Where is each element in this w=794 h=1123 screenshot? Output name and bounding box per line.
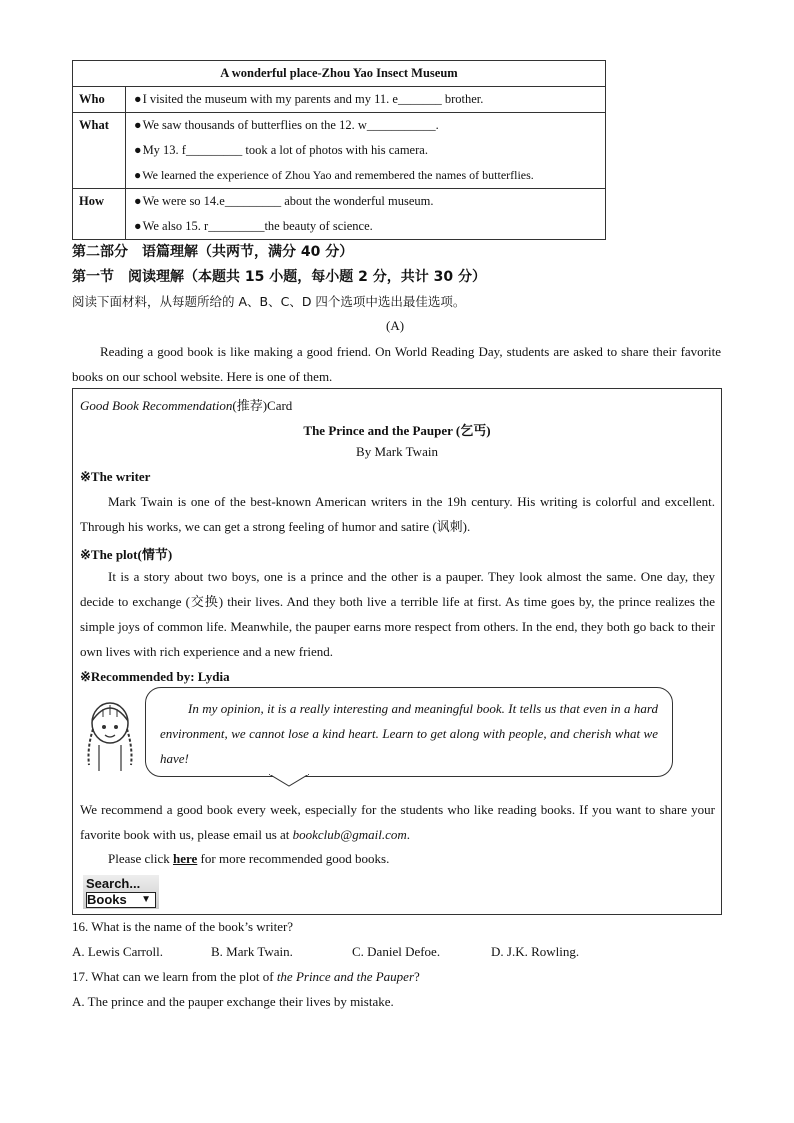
click-post: for more recommended good books. (197, 851, 390, 866)
plot-heading: ※The plot(情节) (80, 547, 173, 562)
dropdown-arrow-icon: ▼ (141, 894, 151, 905)
recommendation-card (72, 388, 722, 915)
q16-option-b: B. Mark Twain. (211, 944, 293, 959)
row-label-how: How (73, 189, 126, 240)
intro-paragraph: Reading a good book is like making a good friend. On World Reading Day, students are asked to share their favorite books on our school website. Here is one of them. (72, 344, 721, 384)
question-16: 16. What is the name of the book’s writer? (72, 919, 294, 934)
writer-heading: ※The writer (80, 469, 151, 484)
museum-table (72, 60, 606, 240)
instruction: 阅读下面材料，从每题所给的 A、B、C、D 四个选项中选出最佳选项。 (72, 294, 466, 309)
q16-option-d: D. J.K. Rowling. (491, 944, 580, 959)
search-widget[interactable] (83, 875, 159, 909)
q17-pre: 17. What can we learn from the plot of (72, 969, 277, 984)
here-link[interactable]: here (172, 851, 198, 866)
girl-avatar-icon (81, 693, 139, 771)
part2-heading: 第二部分 语篇理解（共两节，满分 40 分） (72, 244, 354, 260)
how-item-2: ● We also 15. r_________the beauty of science. (126, 214, 605, 239)
card-header-zh: (推荐)Card (232, 398, 293, 413)
card-header-italic: Good Book Recommendation (80, 398, 233, 413)
quote-bubble (145, 687, 673, 777)
author-line: By Mark Twain (356, 444, 438, 459)
q16-option-c: C. Daniel Defoe. (352, 944, 441, 959)
footer-text (80, 797, 715, 847)
what-item-3: ● We learned the experience of Zhou Yao and remembered the names of butterflies. (126, 163, 605, 188)
click-line (108, 851, 742, 867)
question-17 (72, 969, 420, 985)
writer-text: Mark Twain is one of the best-known American writers in the 19h century. His writing is colorful and excellent. Through his works, we can get a strong feeling of humor and satire (讽刺). (80, 494, 715, 534)
click-pre: Please click (108, 851, 173, 866)
quote-text: In my opinion, it is a really interesting and meaningful book. It tells us that even in a hard environment, we cannot lose a kind heart. Learn to get along with people, and cherish what we have! (160, 701, 658, 766)
books-select[interactable] (86, 892, 156, 908)
search-label: Search... (86, 876, 141, 891)
footer-end: . (406, 827, 411, 842)
footer-main: We recommend a good book every week, especially for the students who like reading books. If you want to share your favorite book with us, please email us at (80, 802, 715, 842)
card-header (80, 395, 714, 414)
recommended-heading: ※Recommended by: Lydia (80, 669, 230, 684)
what-item-1: ● We saw thousands of butterflies on the 12. w___________. (126, 113, 605, 138)
row-label-what: What (73, 113, 126, 189)
bubble-tail-icon (269, 774, 309, 788)
q17-option-a: A. The prince and the pauper exchange their lives by mistake. (72, 994, 394, 1009)
email-link[interactable]: bookclub@gmail.com (292, 827, 407, 842)
passage-label: (A) (386, 318, 405, 333)
section1-heading: 第一节 阅读理解（本题共 15 小题，每小题 2 分，共计 30 分） (72, 269, 486, 285)
books-select-value: Books (87, 892, 127, 907)
q17-italic: the Prince and the Pauper (276, 969, 414, 984)
q17-post: ? (414, 969, 420, 984)
how-item-1: ● We were so 14.e_________ about the wonderful museum. (126, 189, 605, 214)
book-title: The Prince and the Pauper (乞丐) (303, 423, 491, 438)
plot-text: It is a story about two boys, one is a prince and the other is a pauper. They look almost the same. One day, they decide to exchange (交换) their lives. And they both live a terrible life at first. As time goes by, the prince realizes the simple joys of common life. Meanwhile, the pauper earns more respect from others. In the end, they both go back to their own lives with rich experience and a new friend. (80, 569, 715, 659)
q16-option-a: A. Lewis Carroll. (72, 944, 163, 959)
row-label-who: Who (73, 87, 126, 113)
who-item: ● I visited the museum with my parents and my 11. e_______ brother. (126, 87, 605, 112)
table-title: A wonderful place-Zhou Yao Insect Museum (73, 61, 606, 87)
what-item-2: ● My 13. f_________ took a lot of photos with his camera. (126, 138, 605, 163)
